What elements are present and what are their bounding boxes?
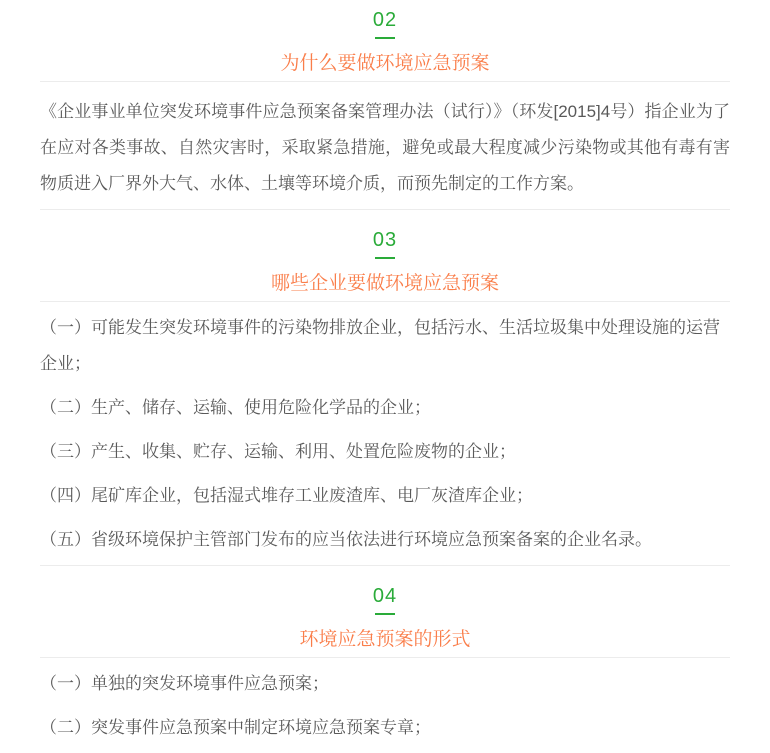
divider bbox=[40, 657, 730, 658]
divider bbox=[40, 209, 730, 210]
list-item: （四）尾矿库企业，包括湿式堆存工业废渣库、电厂灰渣库企业； bbox=[40, 486, 533, 505]
section-title: 哪些企业要做环境应急预案 bbox=[270, 273, 499, 294]
article-content bbox=[0, 8, 770, 753]
section-title: 为什么要做环境应急预案 bbox=[280, 53, 490, 74]
section-why-make-plan bbox=[40, 8, 730, 210]
divider bbox=[40, 301, 730, 302]
section-which-companies bbox=[40, 228, 730, 566]
list-item: （二）突发事件应急预案中制定环境应急预案专章； bbox=[40, 718, 431, 737]
divider bbox=[40, 81, 730, 82]
section-number-underline bbox=[375, 37, 395, 39]
list-item: （一）单独的突发环境事件应急预案； bbox=[40, 674, 329, 693]
section-number: 04 bbox=[372, 585, 398, 607]
body-paragraph: 《企业事业单位突发环境事件应急预案备案管理办法（试行）》（环发[2015]4号）指企业为了在应对各类事故、自然灾害时，采取紧急措施，避免或最大程度减少污染物或其他有毒有害物质进入厂界外大气、水体、土壤等环境介质，而预先制定的工作方案。 bbox=[40, 102, 730, 193]
section-number: 03 bbox=[372, 229, 398, 251]
list-item: （五）省级环境保护主管部门发布的应当依法进行环境应急预案备案的企业名录。 bbox=[40, 530, 652, 549]
section-title: 环境应急预案的形式 bbox=[299, 629, 471, 650]
list-item: （二）生产、储存、运输、使用危险化学品的企业； bbox=[40, 398, 431, 417]
divider bbox=[40, 565, 730, 566]
list-item: （一）可能发生突发环境事件的污染物排放企业，包括污水、生活垃圾集中处理设施的运营企业； bbox=[40, 318, 720, 373]
section-plan-forms bbox=[40, 584, 730, 753]
section-number: 02 bbox=[372, 9, 398, 31]
list-item: （三）产生、收集、贮存、运输、利用、处置危险废物的企业； bbox=[40, 442, 516, 461]
section-number-underline bbox=[375, 613, 395, 615]
section-number-underline bbox=[375, 257, 395, 259]
